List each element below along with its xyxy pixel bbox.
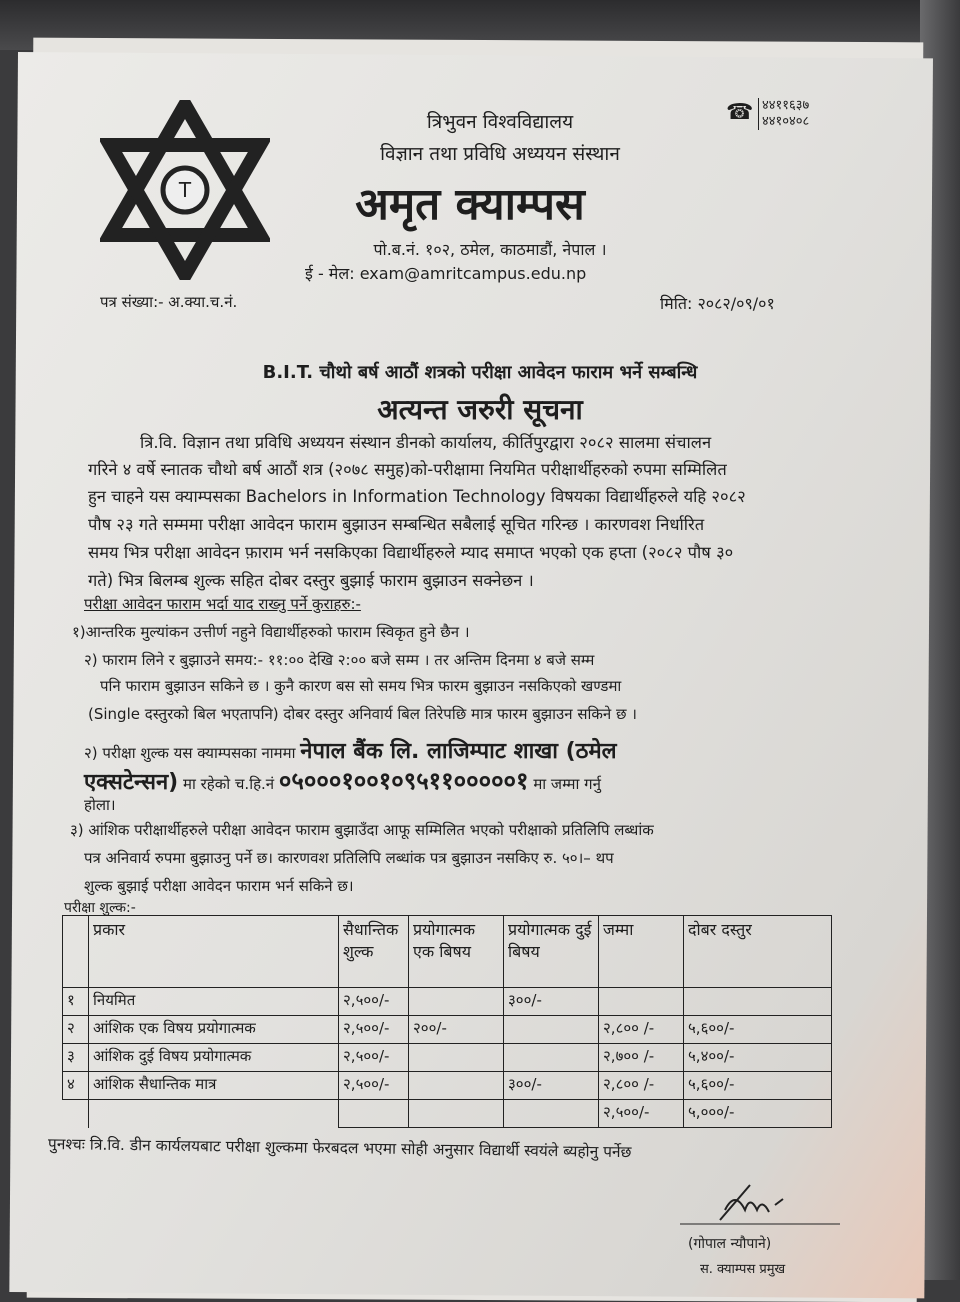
note-item: पत्र अनिवार्य रुपमा बुझाउनु पर्ने छ। कारणवश प्रतिलिपि लब्धांक पत्र बुझाउन नसकिए रु. ५०।– थप <box>84 849 614 867</box>
col-header: जम्मा <box>599 916 684 988</box>
postscript: पुनश्चः त्रि.वि. डीन कार्यलयबाट परीक्षा शुल्कमा फेरबदल भएमा सोही अनुसार विद्यार्थी स्वयंले ब्यहोनु पर्नेछ <box>47 1135 632 1162</box>
table-row <box>63 1100 832 1128</box>
cell: ५,६००/- <box>684 1016 832 1044</box>
cell: आंशिक सैधान्तिक मात्र <box>89 1072 339 1100</box>
svg-text:T: T <box>178 178 192 202</box>
body-line: गरिने ४ वर्षे स्नातक चौथो बर्ष आठौं शत्र (२०७८ समुह)को-परीक्षामा नियमित परीक्षार्थीहरुको रुपमा सम्मिलित <box>88 460 727 479</box>
cell <box>409 1100 504 1128</box>
letter-date: मिति: २०८२/०९/०१ <box>660 294 775 313</box>
cell: ३ <box>63 1044 89 1072</box>
col-header: सैधान्तिक शुल्क <box>339 916 409 988</box>
campus-name: अमृत क्याम्पस <box>355 179 585 230</box>
signature-block <box>680 1180 840 1277</box>
email-label: ई - मेल: <box>305 264 355 283</box>
body-line: पौष २३ गते सम्ममा परीक्षा आवेदन फाराम बुझाउन सम्बन्धित सबैलाई सूचित गरिन्छ । कारणवश निर्धारित <box>88 515 705 534</box>
note-item: होला। <box>84 796 116 814</box>
cell: १ <box>63 988 89 1016</box>
cell: २,५००/- <box>599 1100 684 1128</box>
cell <box>89 1100 339 1128</box>
cell <box>504 1100 599 1128</box>
cell <box>504 1016 599 1044</box>
note-item: (Single दस्तुरको बिल भएतापनि) दोबर दस्तुर अनिवार्य बिल तिरेपछि मात्र फारम बुझाउन सकिने छ । <box>88 705 637 723</box>
notes-heading: परीक्षा आवेदन फाराम भर्दा याद राख्नु पर्ने कुराहरु:- <box>84 595 361 613</box>
cell: ५,०००/- <box>684 1100 832 1128</box>
note-item: पनि फाराम बुझाउन सकिने छ । कुनै कारण बस सो समय भित्र फारम बुझाउन नसकिएको खण्डमा <box>100 677 622 695</box>
phone-icon: ☎ <box>726 100 754 125</box>
col-header: दोबर दस्तुर <box>684 916 832 988</box>
phone-number: ४४१०४०८ <box>762 114 810 129</box>
cell: ५,४००/- <box>684 1044 832 1072</box>
signatory-name: (गोपाल न्यौपाने) <box>688 1236 772 1252</box>
cell: ५,६००/- <box>684 1072 832 1100</box>
cell: नियमित <box>89 988 339 1016</box>
signature-icon <box>680 1180 840 1230</box>
cell: २,५००/- <box>339 988 409 1016</box>
university-name: त्रिभुवन विश्वविद्यालय <box>426 111 574 133</box>
cell: २,८०० /- <box>599 1072 684 1100</box>
note-item: २) परीक्षा शुल्क यस क्याम्पसका नाममा <box>84 744 296 762</box>
table-row <box>63 1044 832 1072</box>
cell <box>684 988 832 1016</box>
cell: २,५००/- <box>339 1044 409 1072</box>
table-row <box>63 1016 832 1044</box>
institute-name: विज्ञान तथा प्रविधि अध्ययन संस्थान <box>380 143 620 165</box>
body-line: समय भित्र परीक्षा आवेदन फ़ाराम भर्न नसकिएका विद्यार्थीहरुले म्याद समाप्त भएको एक हप्ता (२०८२ पौष ३० <box>88 543 734 562</box>
cell: आंशिक दुई विषय प्रयोगात्मक <box>89 1044 339 1072</box>
cell: २,८०० /- <box>599 1016 684 1044</box>
cell: २,५००/- <box>339 1072 409 1100</box>
signatory-designation: स. क्याम्पस प्रमुख <box>700 1262 786 1277</box>
col-header: प्रयोगात्मक एक बिषय <box>409 916 504 988</box>
cell <box>63 1100 89 1128</box>
phone-number: ४४११६३७ <box>762 98 810 113</box>
notice-title: अत्यन्त जरुरी सूचना <box>377 393 583 426</box>
col-header: प्रकार <box>89 916 339 988</box>
university-logo-icon <box>100 100 270 280</box>
table-row <box>63 988 832 1016</box>
cell: २ <box>63 1016 89 1044</box>
address: पो.ब.नं. १०२, ठमेल, काठमाडौं, नेपाल । <box>373 240 607 259</box>
body-line: त्रि.वि. विज्ञान तथा प्रविधि अध्ययन संस्थान डीनको कार्यालय, कीर्तिपुरद्वारा २०८२ सालमा संचालन <box>140 433 712 452</box>
letter-number: पत्र संख्या:- अ.क्या.च.नं. <box>100 293 238 311</box>
cell: आंशिक एक विषय प्रयोगात्मक <box>89 1016 339 1044</box>
note-item: २) फाराम लिने र बुझाउने समय:- ११:०० देखि २:०० बजे सम्म । तर अन्तिम दिनमा ४ बजे सम्म <box>84 651 595 669</box>
cell: २००/- <box>409 1016 504 1044</box>
note-item: १)आन्तरिक मुल्यांकन उत्तीर्ण नहुने विद्यार्थीहरुको फाराम स्विकृत हुने छैन । <box>72 623 470 641</box>
cell: ३००/- <box>504 1072 599 1100</box>
col-header: प्रयोगात्मक दुई बिषय <box>504 916 599 988</box>
fee-label: परीक्षा शुल्क:- <box>64 900 136 916</box>
cell <box>409 1072 504 1100</box>
fee-table <box>62 915 832 1128</box>
note-item: शुल्क बुझाई परीक्षा आवेदन फाराम भर्न सकिने छ। <box>84 877 354 895</box>
cell <box>504 1044 599 1072</box>
table-row <box>63 1072 832 1100</box>
note-item: ३) आंशिक परीक्षार्थीहरुले परीक्षा आवेदन फाराम बुझाउँदा आफू सम्मिलित भएको परीक्षाको प्रतिलिपि लब्धांक <box>70 821 654 839</box>
account-number: ०५०००१००१०९५११०००००१ <box>278 767 529 795</box>
note-item: मा जम्मा गर्नु <box>533 775 601 793</box>
cell: २,५००/- <box>339 1016 409 1044</box>
subject: B.I.T. चौथो बर्ष आठौं शत्रको परीक्षा आवेदन फाराम भर्ने सम्बन्धि <box>262 362 698 383</box>
cell <box>339 1100 409 1128</box>
body-line: गते) भित्र बिलम्ब शुल्क सहित दोबर दस्तुर बुझाई फाराम बुझाउन सक्नेछन । <box>88 571 534 590</box>
table-header <box>63 916 832 988</box>
cell: २,७०० /- <box>599 1044 684 1072</box>
body-line: हुन चाहने यस क्याम्पसका Bachelors in Information Technology विषयका विद्यार्थीहरुले यहि २०८२ <box>88 487 746 506</box>
cell <box>409 1044 504 1072</box>
cell <box>409 988 504 1016</box>
bank-name: नेपाल बैंक लि. लाजिम्पाट शाखा (ठमेल <box>300 739 617 764</box>
col-header <box>63 916 89 988</box>
note-item: मा रहेको च.हि.नं <box>183 775 275 793</box>
cell <box>599 988 684 1016</box>
cell: ३००/- <box>504 988 599 1016</box>
bank-name-cont: एक्सटेन्सन) <box>84 770 179 795</box>
email[interactable]: exam@amritcampus.edu.np <box>359 264 587 283</box>
cell: ४ <box>63 1072 89 1100</box>
